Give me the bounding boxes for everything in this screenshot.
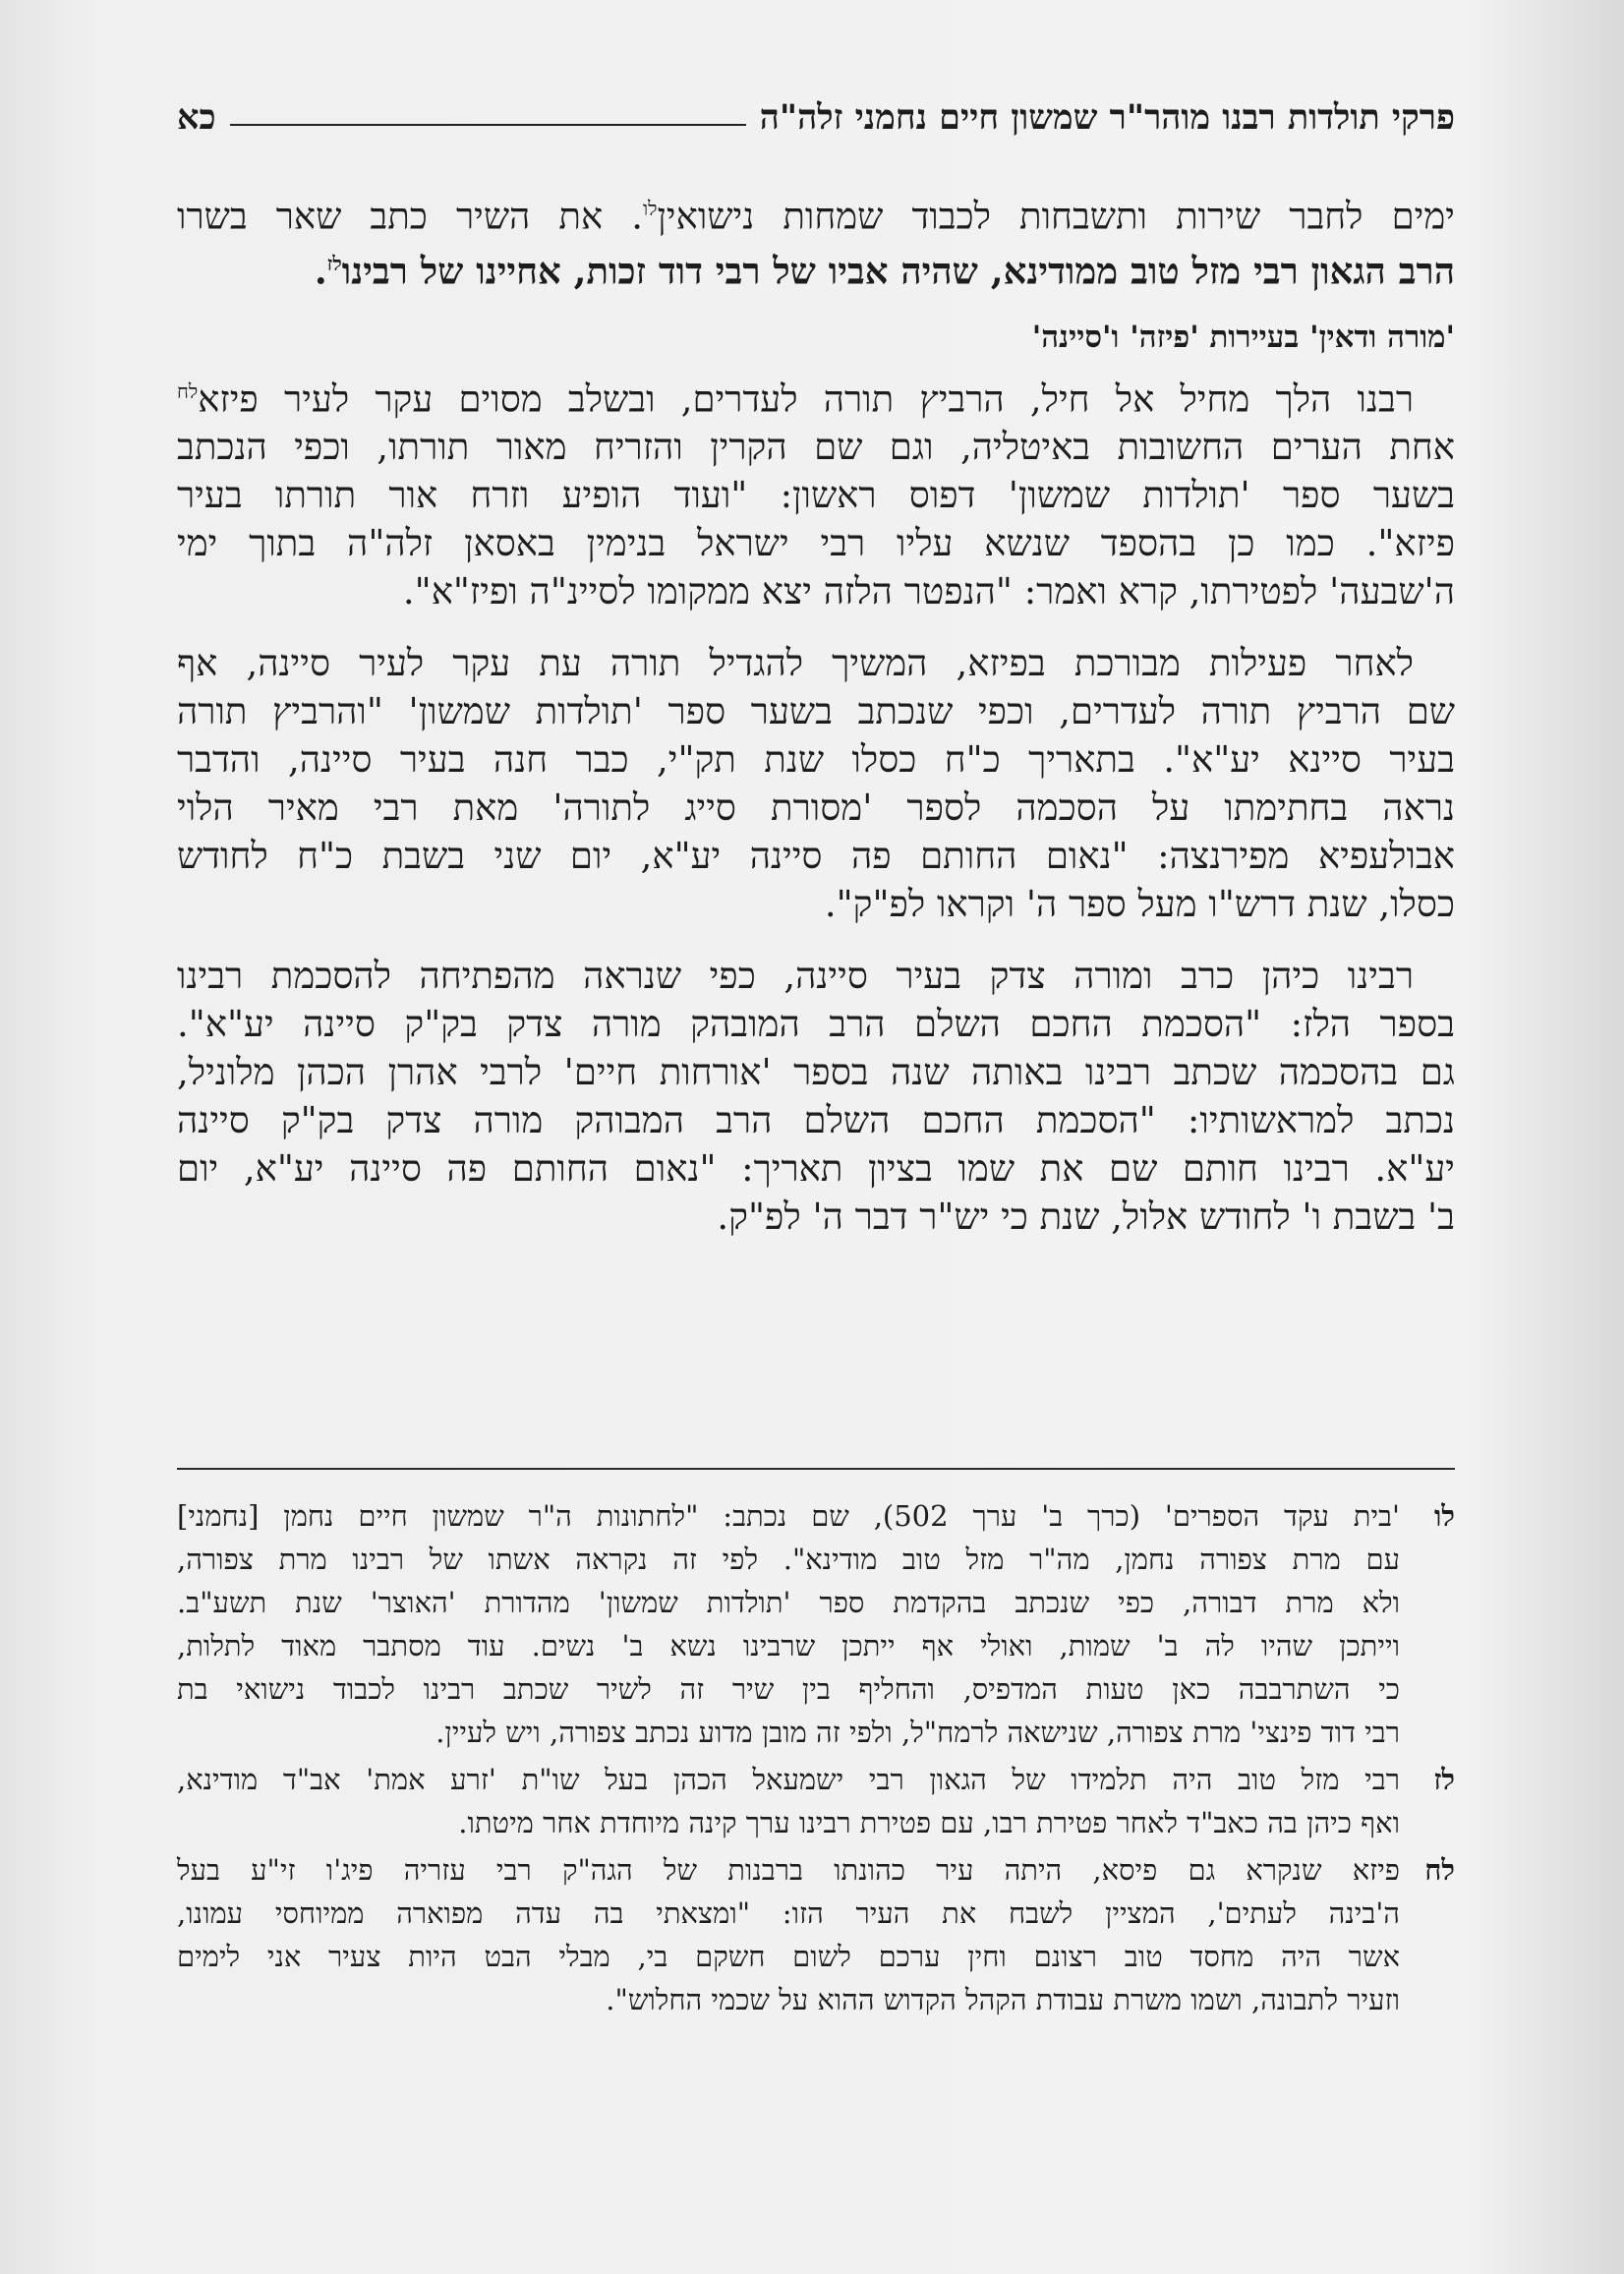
footnote-line: 'בית עקד הספרים' (כרך ב' ערך 502), שם נכתב: "לחתונות ה"ר שמשון חיים נחמן [נחמני] <box>177 1499 1401 1533</box>
text-line: הרב הגאון רבי מזל טוב ממודינא, שהיה אביו של רבי דוד זכות, אחיינו של רבינו$^{לז}$. <box>314 249 1455 293</box>
footnote-ref: לז <box>326 252 342 276</box>
footnote-number: לז <box>1433 1763 1455 1796</box>
text-line: ה'שבעה' לפטירתו, קרא ואמר: "הנפטר הלזה יצא ממקומו לסיינ"ה ופיז"א". <box>402 569 1455 612</box>
footnotes <box>177 1494 1455 2025</box>
footnote-line: ולא מרת דבורה, כפי שנכתב בהקדמת ספר 'תולדות שמשון' מהדורת 'האוצר' שנת תשע"ב. <box>177 1586 1400 1619</box>
text-line: פיזא". כמו כן בהספד שנשא עליו רבי ישראל בנימין באסאן זלה"ה בתוך ימי <box>177 521 1455 564</box>
footnote-line: ה'בינה לעתים', המציין לשבח את העיר הזו: "ומצאתי בה עדה מפוארה ממיוחסי עמונו, <box>177 1896 1400 1930</box>
page-number: כא <box>177 97 216 138</box>
running-title: פרקי תולדות רבנו מוהר"ר שמשון חיים נחמני זלה"ה <box>759 97 1455 138</box>
text-line: יע"א. רבינו חותם שם את שמו בציון תאריך: "נאום החותם פה סיינה יע"א, יום <box>177 1146 1455 1190</box>
footnote-line: רבי מזל טוב היה תלמידו של הגאון רבי ישמעאל הכהן בעל שו"ת 'זרע אמת' אב"ד מודינא, <box>177 1763 1400 1796</box>
footnote <box>177 1494 1455 1754</box>
text-line: גם בהסכמה שכתב רבינו באותה שנה בספר 'אורחות חיים' לרבי אהרן הכהן מלוניל, <box>177 1050 1455 1093</box>
text-line: נכתב למראשותיו: "הסכמת החכם השלם הרב המבוהק מורה צדק בק"ק סיינה <box>177 1098 1456 1141</box>
footnote-line: פיזא שנקרא גם פיסא, היתה עיר כהונתו ברבנות של הגה"ק רבי עזריה פיג'ו זי"ע בעל <box>177 1853 1400 1887</box>
main-text <box>177 185 1455 1241</box>
footnote-line: כי השתרבבה כאן טעות המדפיס, והחליף בין שיר זה לשיר שכתב רבינו לכבוד נישואי בת <box>177 1672 1400 1706</box>
section-heading: 'מורה ודאין' בעיירות 'פיזה' ו'סיינה' <box>1031 319 1455 355</box>
paragraph-3 <box>177 639 1455 928</box>
text-line: רבנו הלך מחיל אל חיל, הרביץ תורה לעדרים, ובשלב מסוים עקר לעיר פיזא$^{לח}$ <box>177 377 1414 420</box>
text-line: בספר הלז: "הסכמת החכם השלם הרב המובהק מורה צדק בק"ק סיינה יע"א". <box>177 1002 1455 1045</box>
paragraph-2 <box>177 368 1455 615</box>
footnote-line: ואף כיהן בה כאב"ד לאחר פטירת רבו, עם פטירת רבינו ערך קינה מיוחדת אחר מיטתו. <box>458 1806 1400 1839</box>
text-line: לאחר פעילות מבורכת בפיזא, המשיך להגדיל תורה עת עקר לעיר סיינה, אף <box>177 641 1414 684</box>
paragraph-1 <box>177 185 1455 296</box>
text-line: רבינו כיהן כרב ומורה צדק בעיר סיינה, כפי שנראה מהפתיחה להסכמת רבינו <box>177 954 1414 997</box>
footnote <box>177 1848 1455 2021</box>
text-line: נראה בחתימתו על הסכמה לספר 'מסורת סייג לתורה' מאת רבי מאיר הלוי <box>177 786 1455 829</box>
text-line: אחת הערים החשובות באיטליה, וגם שם הקרין והזריח מאור תורתו, וכפי הנכתב <box>177 425 1455 468</box>
text-line: כסלו, שנת דרש"ו מעל ספר ה' וקראו לפ"ק". <box>824 882 1455 925</box>
footnote-divider <box>177 1468 1455 1470</box>
footnote-line: וייתכן שהיו לה ב' שמות, ואולי אף ייתכן שרבינו נשא ב' נשים. עוד מסתבר מאוד לתלות, <box>177 1629 1400 1662</box>
paragraph-4 <box>177 952 1455 1241</box>
text-line: ב' בשבת ו' לחודש אלול, שנת כי יש"ר דבר ה' לפ"ק. <box>717 1195 1455 1238</box>
footnote-ref: לח <box>177 379 199 403</box>
header-rule <box>230 124 746 126</box>
footnote-line: אשר היה מחסד טוב רצונם וחין ערכם לשום חשקם בי, מבלי הבט היות צעיר אני לימים <box>177 1940 1400 1973</box>
footnote-line: עם מרת צפורה נחמן, מה"ר מזל טוב מודינא". לפי זה נקראה אשתו של רבינו מרת צפורה, <box>177 1543 1400 1576</box>
text-line: אבולעפיא מפירנצה: "נאום החותם פה סיינה יע"א, יום שני בשבת כ"ח לחודש <box>177 834 1455 877</box>
text-line: בשער ספר 'תולדות שמשון' דפוס ראשון: "ועוד הופיע וזרח אור תורתו בעיר <box>177 473 1455 516</box>
text-line: בעיר סיינא יע"א". בתאריך כ"ח כסלו שנת תק"י, כבר חנה בעיר סיינה, והדבר <box>177 737 1455 781</box>
footnote-number: לו <box>1434 1499 1455 1533</box>
footnote-ref: לו <box>643 197 658 220</box>
footnote <box>177 1758 1455 1844</box>
running-header <box>177 88 1455 138</box>
text-line: ימים לחבר שירות ותשבחות לכבוד שמחות נישואין$^{לו}$. את השיר כתב שאר בשרו <box>177 195 1455 238</box>
footnote-number: לח <box>1424 1853 1455 1887</box>
footnote-line: רבי דוד פינצי' מרת צפורה, שנישאה לרמח"ל, ולפי זה מובן מדוע נכתב צפורה, ויש לעיין. <box>435 1716 1400 1749</box>
footnote-line: וזעיר לתבונה, ושמו משרת עבודת הקהל הקדוש ההוא על שכמי החלוש". <box>606 1983 1400 2016</box>
text-line: שם הרביץ תורה לעדרים, וכפי שנכתב בשער ספר 'תולדות שמשון' "והרביץ תורה <box>177 689 1455 732</box>
